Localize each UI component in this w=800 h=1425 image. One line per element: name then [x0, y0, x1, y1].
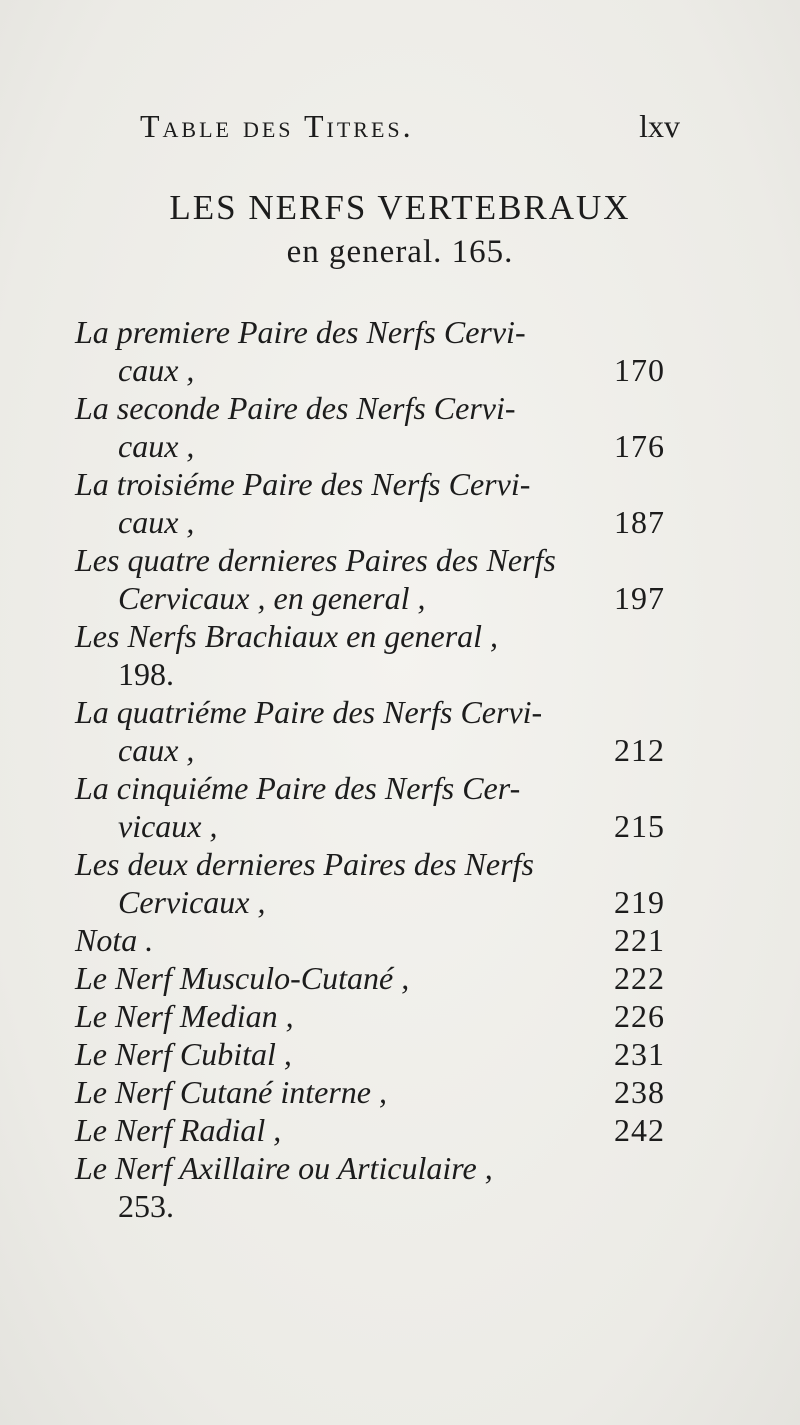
contents-entry: [75, 1111, 665, 1149]
entry-title: La seconde Paire des Nerfs Cervi-: [75, 390, 516, 426]
running-title: Table des Titres.: [140, 108, 414, 144]
entry-title: Le Nerf Radial ,: [75, 1112, 282, 1148]
section-subheading: en general. 165.: [286, 234, 514, 270]
entry-title-continued: caux ,: [118, 428, 195, 464]
contents-entry: [75, 465, 665, 541]
contents-entry: [75, 1073, 665, 1111]
running-header: [140, 108, 680, 152]
entry-page-number: 212: [614, 732, 665, 768]
entry-page-number: 221: [614, 922, 665, 958]
entry-title: La quatriéme Paire des Nerfs Cervi-: [75, 694, 543, 730]
entry-title-continued: caux ,: [118, 352, 195, 388]
entry-title: La troisiéme Paire des Nerfs Cervi-: [75, 466, 531, 502]
entry-page-number: 170: [614, 352, 665, 388]
contents-entry: [75, 389, 665, 465]
entry-title-continued: caux ,: [118, 732, 195, 768]
contents-entry: [75, 1035, 665, 1073]
contents-entry: [75, 769, 665, 845]
entry-title-continued: caux ,: [118, 504, 195, 540]
contents-entry: [75, 997, 665, 1035]
entry-page-number: 219: [614, 884, 665, 920]
entry-title: Nota .: [75, 922, 154, 958]
contents-entry: [75, 845, 665, 921]
entry-page-number: 176: [614, 428, 665, 464]
entry-page-number: 197: [614, 580, 665, 616]
entry-page-inline: 253.: [118, 1188, 174, 1224]
entry-title: Le Nerf Musculo-Cutané ,: [75, 960, 410, 996]
contents-entry: [75, 693, 665, 769]
entry-page-number: 238: [614, 1074, 665, 1110]
entry-page-number: 226: [614, 998, 665, 1034]
entry-page-number: 222: [614, 960, 665, 996]
contents-entry: [75, 313, 665, 389]
entry-title-continued: Cervicaux ,: [118, 884, 266, 920]
entry-title: Les Nerfs Brachiaux en general ,: [75, 618, 499, 654]
contents-entry: [75, 541, 665, 617]
contents-entry: [75, 959, 665, 997]
entry-title-continued: Cervicaux , en general ,: [118, 580, 426, 616]
entry-title: La cinquiéme Paire des Nerfs Cer-: [75, 770, 521, 806]
contents-entry: [75, 617, 665, 693]
entry-page-number: 187: [614, 504, 665, 540]
contents-list: [75, 313, 665, 1225]
entry-page-inline: 198.: [118, 656, 174, 692]
contents-entry: [75, 1149, 665, 1225]
entry-title: Le Nerf Axillaire ou Articulaire ,: [75, 1150, 493, 1186]
entry-title: Les quatre dernieres Paires des Nerfs: [75, 542, 556, 578]
entry-title: Les deux dernieres Paires des Nerfs: [75, 846, 534, 882]
folio-number: lxv: [639, 108, 680, 144]
entry-title: Le Nerf Cutané interne ,: [75, 1074, 387, 1110]
entry-page-number: 215: [614, 808, 665, 844]
entry-page-number: 231: [614, 1036, 665, 1072]
section-heading: LES NERFS VERTEBRAUX: [169, 188, 631, 227]
entry-title: La premiere Paire des Nerfs Cervi-: [75, 314, 526, 350]
contents-entry: [75, 921, 665, 959]
entry-title-continued: vicaux ,: [118, 808, 218, 844]
entry-title: Le Nerf Cubital ,: [75, 1036, 292, 1072]
entry-title: Le Nerf Median ,: [75, 998, 294, 1034]
entry-page-number: 242: [614, 1112, 665, 1148]
